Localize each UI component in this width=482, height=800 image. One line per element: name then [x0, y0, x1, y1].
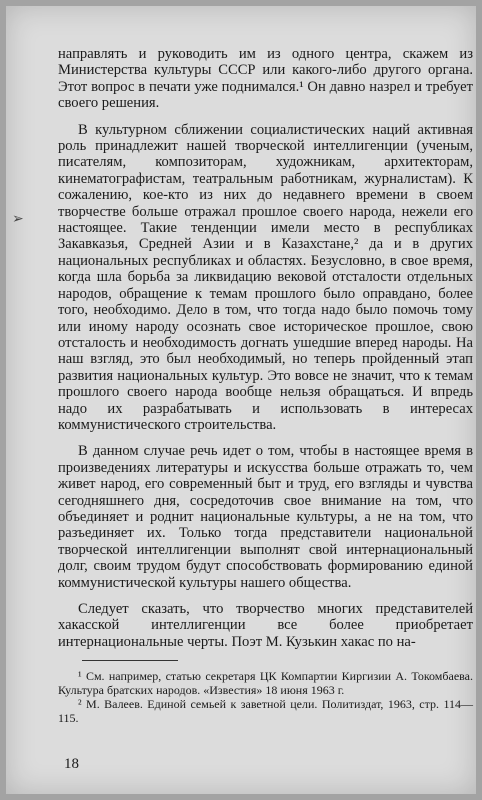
- paragraph-present-day: В данном случае речь идет о том, чтобы в настоящее время в произведениях литературы и искусства больше отражать то, чем живет народ, его современный быт и труд, его взгляды и чувства сегодняшнего дня, сосредоточив свое внимание на том, что объединяет и роднит национальные культуры, а не на том, что разъединяет их. Только тогда представители национальной творческой интеллигенции выполнят свой интернациональный долг, своим трудом будут способствовать формированию единой коммунистической культуры нашего общества.: [58, 443, 473, 591]
- page-number: 18: [64, 756, 79, 772]
- paragraph-continuation: направлять и руководить им из одного центра, скажем из Министерства культуры СССР или какого-либо другого органа. Этот вопрос в печати уже поднимался.¹ Он давно назрел и требует своего решения.: [58, 46, 473, 112]
- footnote-1: ¹ См. например, статью секретаря ЦК Компартии Киргизии А. Токомбаева. Культура братских народов. «Известия» 18 июня 1963 г.: [58, 669, 473, 698]
- book-page: [6, 6, 476, 794]
- margin-arrow-icon: ➢: [12, 211, 24, 227]
- paragraph-khakass: Следует сказать, что творчество многих представителей хакасской интеллигенции все более приобретает интернациональные черты. Поэт М. Кузькин хакас по на-: [58, 601, 473, 650]
- footnote-2: ² М. Валеев. Единой семьей к заветной цели. Политиздат, 1963, стр. 114—115.: [58, 697, 473, 726]
- footnote-divider: [82, 660, 178, 661]
- paragraph-intelligentsia: В культурном сближении социалистических наций активная роль принадлежит нашей творческой интеллигенции (ученым, писателям, композиторам, художникам, архитекторам, кинематографистам, театральным работникам, журналистам). К сожалению, кое-кто из них до недавнего времени в своем творчестве больше отражал прошлое своего народа, нежели его настоящее. Такие тенденции имели место в республиках Закавказья, Средней Азии и в Казахстане,² да и в других национальных республиках и областях. Безусловно, в свое время, когда шла борьба за ликвидацию вековой отсталости отдельных народов, обращение к темам прошлого было оправдано, более того, необходимо. Дело в том, что тогда надо было помочь тому или иному народу осознать свое историческое прошлое, свою отсталость и необходимость догнать ушедшие вперед народы. На наш взгляд, это был необходимый, но теперь пройденный этап развития национальных культур. Это вовсе не значит, что к темам прошлого своего народа вообще нельзя обращаться. И впредь надо их разрабатывать и использовать в интересах коммунистического строительства.: [58, 121, 473, 433]
- main-text: [58, 46, 473, 725]
